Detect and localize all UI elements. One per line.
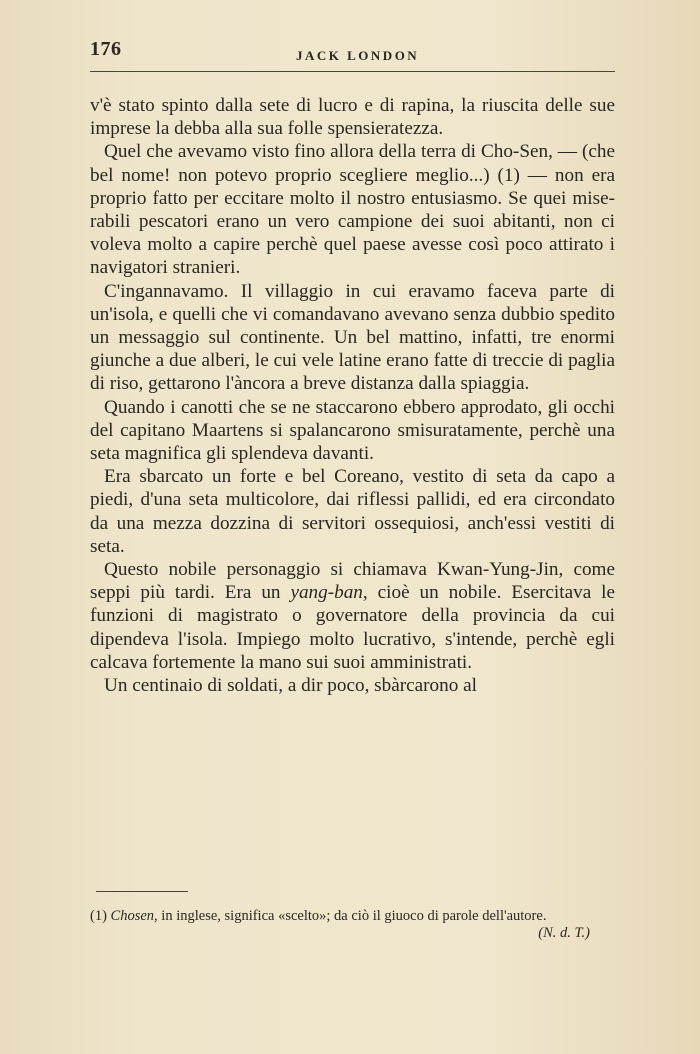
paragraph: Questo nobile personaggio si chiamava Kwan-Yung-Jin, come seppi più tardi. Era un yang-ban, cioè un nobile. Esercitava le funzioni di magistrato o governatore della provincia da cui dipendeva l'isola. Impiego molto lucrativo, s'intende, perchè egli calcava fortemente la mano sui suoi amministrati. — [90, 559, 615, 673]
running-head: JACK LONDON — [296, 48, 420, 63]
paragraph: C'ingannavamo. Il villaggio in cui eravamo faceva parte di un'isola, e quelli che vi comandavano avevano senza dubbio spedito un messaggio sul continente. Un bel mattino, infatti, tre enormi giunche a due alberi, le cui vele latine erano fatte di treccie di paglia di riso, gettarono l'àncora a breve distanza dalla spiaggia. — [90, 280, 615, 395]
page-header — [90, 38, 615, 68]
footnote — [76, 908, 608, 942]
paragraph: v'è stato spinto dalla sete di lucro e di rapina, la riuscita delle sue imprese la debba alla sua folle spensieratezza. — [90, 95, 615, 140]
footnote-term: Chosen, — [110, 908, 158, 924]
footnote-rule — [96, 891, 188, 892]
paragraph: Un centinaio di soldati, a dir poco, sbàrcarono al — [104, 675, 477, 697]
italic-term: yang-ban — [290, 582, 363, 604]
paragraph: Quel che avevamo visto fino allora della terra di Cho-Sen, — (che bel nome! non potevo proprio scegliere meglio...) (1) — non era proprio fatto per eccitare molto il nostro entusiasmo. Se quei miserabili pescatori erano un vero campione dei suoi abitanti, non ci voleva molto a capire perchè quel paese avesse così poco attirato i navigatori stranieri. — [90, 141, 615, 279]
body-text — [90, 94, 615, 697]
page-number: 176 — [90, 38, 122, 60]
translator-note: (N. d. T.) — [538, 925, 590, 941]
footnote-text: in inglese, significa «scelto»; da ciò il giuoco di parole dell'autore. — [161, 908, 547, 924]
header-rule — [90, 71, 615, 72]
paragraph: Era sbarcato un forte e bel Coreano, vestito di seta da capo a piedi, d'una seta multicolore, dai riflessi pallidi, ed era circondato da una mezza dozzina di servitori ossequiosi, anch'essi vestiti di seta. — [90, 466, 615, 557]
footnote-marker: (1) — [90, 908, 107, 924]
paragraph: Quando i canotti che se ne staccarono ebbero approdato, gli occhi del capitano Maartens si spalancarono smisuratamente, perchè una seta magnifica gli splendeva davanti. — [90, 396, 615, 465]
